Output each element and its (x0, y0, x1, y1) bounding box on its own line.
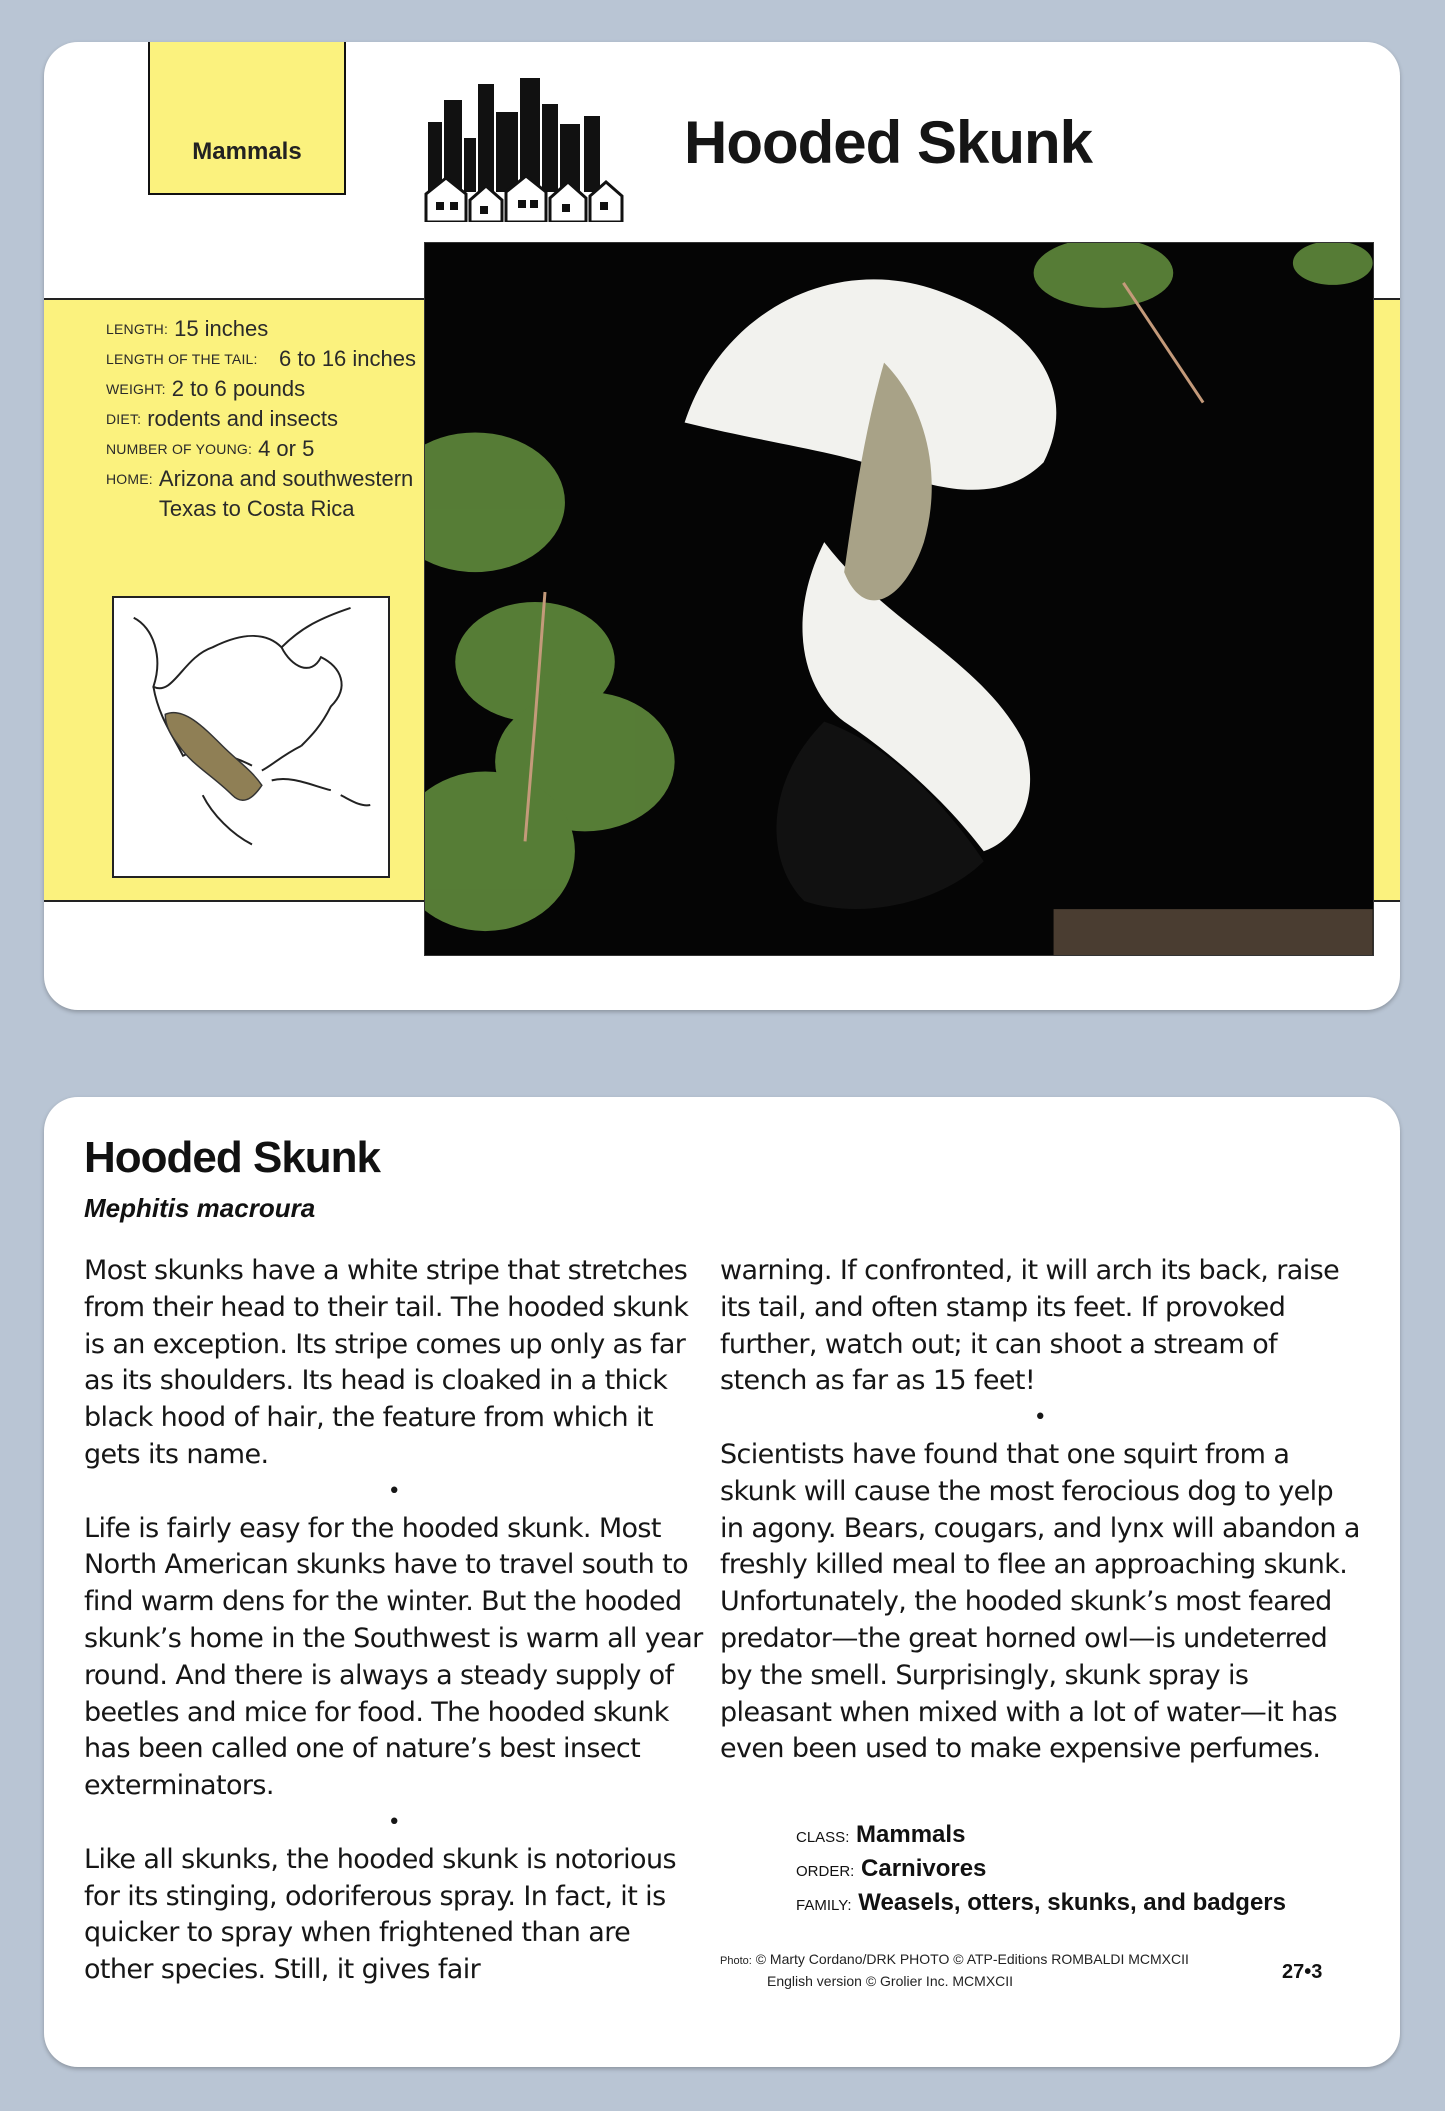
range-map (112, 596, 390, 878)
category-box (148, 42, 346, 195)
classification (796, 1819, 1286, 1921)
back-card (44, 1097, 1400, 2067)
category-label: Mammals (192, 138, 302, 165)
scientific-name: Mephitis macroura (84, 1193, 316, 1223)
paragraph-2: Life is fairly easy for the hooded skunk. Most North American skunks have to travel south to find warm dens for the winter. But the hooded skunk’s home in the Southwest is warm all year round. And there is always a steady supply of beetles and mice for food. The hooded skunk has been called one of nature’s best insect exterminators. (84, 1512, 703, 1802)
order-row: ORDER: Carnivores (796, 1855, 987, 1882)
back-title: Hooded Skunk (84, 1133, 381, 1182)
paragraph-4: Scientists have found that one squirt from a skunk will cause the most ferocious dog to yelp in agony. Bears, cougars, and lynx will abandon a freshly killed meal to flee an approaching skunk. Unfortunately, the hooded skunk’s most feared predator—the great horned owl—is undeterred by the smell. Surprisingly, skunk spray is pleasant when mixed with a lot of water—it has even been used to make expensive perfumes. (720, 1438, 1360, 1765)
family-row: FAMILY: Weasels, otters, skunks, and badgers (796, 1889, 1286, 1916)
stat-diet: DIET: rodents and insects (106, 406, 339, 431)
skunk-photo (424, 242, 1374, 956)
stat-length: LENGTH: 15 inches (106, 316, 269, 341)
stats-list (106, 314, 416, 524)
text-column-right (720, 1253, 1360, 1768)
range-area (165, 713, 262, 801)
paragraph-3: Like all skunks, the hooded skunk is notorious for its stinging, odoriferous spray. In fact, it is quicker to spray when frightened than are other species. Still, it gives fair (84, 1843, 676, 1986)
stat-home: HOME: Arizona and southwestern Texas to Costa Rica (106, 466, 414, 521)
stat-weight: WEIGHT: 2 to 6 pounds (106, 376, 306, 401)
class-row: CLASS: Mammals (796, 1821, 966, 1848)
card-number: 27•3 (1282, 1961, 1323, 1983)
stat-tail-length: LENGTH OF THE TAIL: 6 to 16 inches (106, 346, 416, 371)
separator-dot: • (387, 1478, 401, 1504)
photo-credits: Photo: © Marty Cordano/DRK PHOTO © ATP-Editions ROMBALDI MCMXCII English version © Grolier Inc. MCMXCII (720, 1951, 1189, 1989)
paragraph-1: Most skunks have a white stripe that stretches from their head to their tail. The hooded skunk is an exception. Its stripe comes up only as far as its shoulders. Its head is cloaked in a thick black hood of hair, the feature from which it gets its name. (84, 1255, 689, 1470)
separator-dot: • (387, 1809, 401, 1835)
paragraph-3-continued: warning. If confronted, it will arch its back, raise its tail, and often stamp its feet. If provoked further, watch out; it can shoot a stream of stench as far as 15 feet! (720, 1255, 1340, 1397)
text-column-left (84, 1253, 704, 1989)
front-card (44, 42, 1400, 1010)
stat-young: NUMBER OF YOUNG: 4 or 5 (106, 436, 315, 461)
city-skyline-icon (424, 78, 624, 222)
separator-dot: • (1033, 1405, 1047, 1431)
front-title: Hooded Skunk (684, 109, 1093, 176)
